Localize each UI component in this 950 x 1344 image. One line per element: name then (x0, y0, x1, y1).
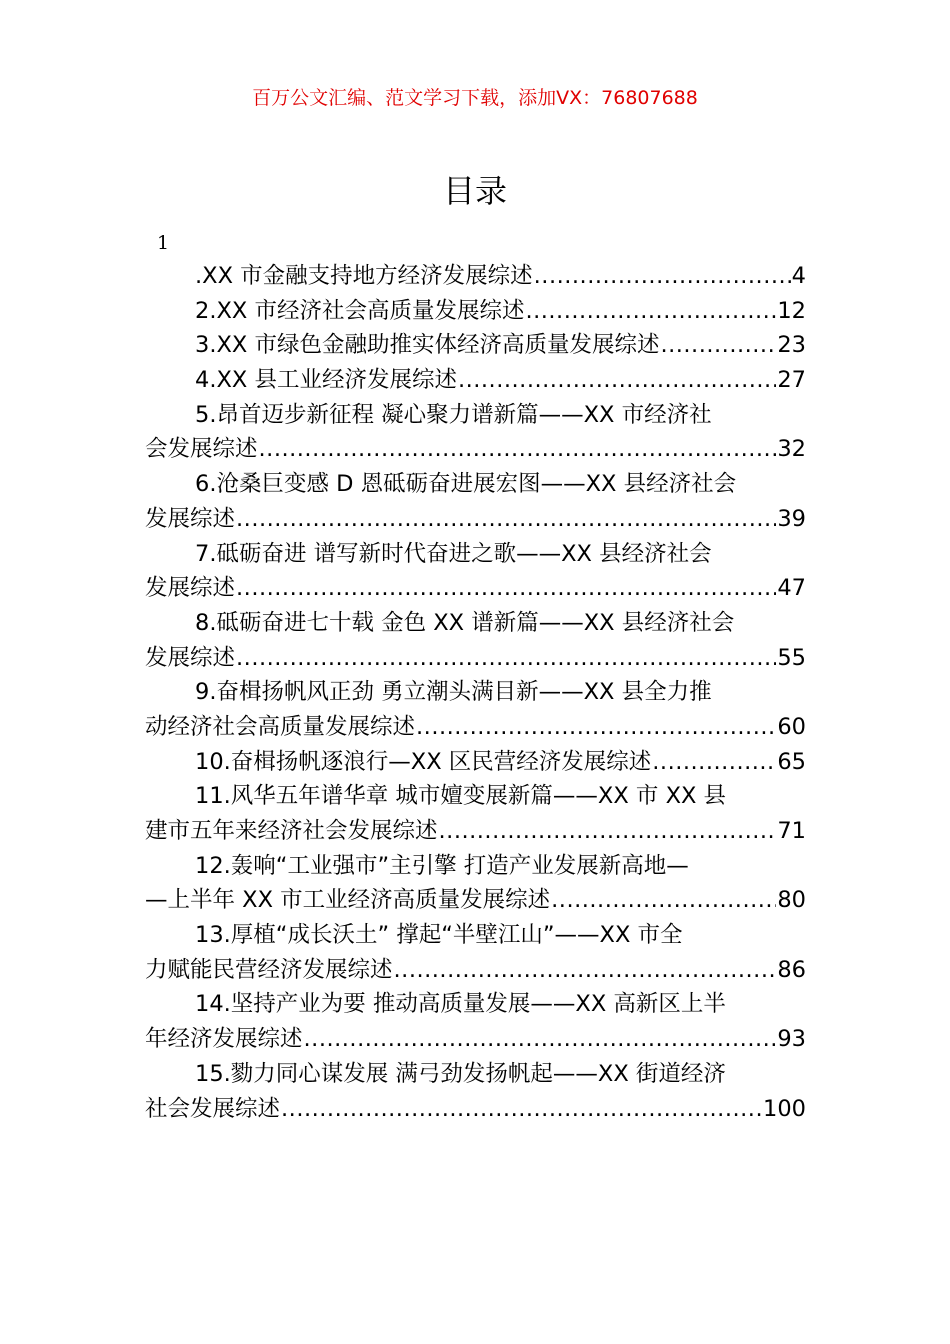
toc-entry[interactable] (145, 328, 806, 363)
dot-leader (236, 641, 776, 676)
toc-entry[interactable] (145, 606, 806, 675)
toc-entry-text: 11.风华五年谱华章 城市嬗变展新篇——XX 市 XX 县 (195, 783, 727, 810)
toc-page-number: 55 (777, 644, 806, 671)
toc-entry-continuation (145, 814, 806, 849)
toc-entry[interactable] (145, 1057, 806, 1126)
toc-page-number: 71 (777, 818, 806, 844)
toc-page-number: 39 (777, 505, 806, 532)
dot-leader (304, 1022, 777, 1057)
toc-entry-text: 会发展综述 (145, 436, 258, 463)
toc-entry-continuation (145, 953, 806, 988)
toc-page-number: 65 (777, 748, 806, 775)
toc-entry-text: 社会发展综述 (145, 1095, 281, 1122)
toc-entry-text: 14.坚持产业为要 推动高质量发展——XX 高新区上半 (195, 991, 726, 1018)
toc-entry-text: 13.厚植“成长沃土” 撑起“半壁江山”——XX 市全 (195, 922, 683, 949)
toc-entry-text: 4.XX 县工业经济发展综述 (195, 367, 457, 394)
toc-entry-text: 9.奋楫扬帆风正劲 勇立潮头满目新——XX 县全力推 (195, 679, 712, 706)
toc-entry[interactable] (145, 745, 806, 780)
toc-entry-text: .XX 市金融支持地方经济发展综述 (195, 263, 533, 289)
dot-leader (525, 294, 776, 329)
table-of-contents (145, 259, 806, 1126)
dot-leader (236, 571, 776, 606)
dot-leader (551, 883, 776, 918)
dot-leader (416, 710, 776, 745)
toc-entry-title (145, 537, 806, 572)
toc-entry-continuation (145, 883, 806, 918)
toc-entry[interactable] (145, 294, 806, 329)
dot-leader (394, 953, 777, 988)
toc-entry-continuation (145, 571, 806, 606)
toc-entry[interactable] (145, 467, 806, 536)
toc-entry[interactable] (145, 779, 806, 848)
toc-entry-text: 力赋能民营经济发展综述 (145, 956, 393, 983)
toc-page-number: 32 (777, 436, 806, 463)
toc-entry[interactable] (145, 987, 806, 1056)
toc-page-number: 80 (777, 887, 806, 914)
dot-leader (652, 745, 776, 780)
toc-entry-continuation (145, 1092, 806, 1127)
toc-title: 目录 (442, 172, 507, 210)
toc-entry-title (145, 398, 806, 433)
toc-entry-title (145, 328, 806, 363)
dot-leader (458, 363, 776, 398)
toc-entry[interactable] (145, 675, 806, 744)
toc-entry-text: 7.砥砺奋进 谱写新时代奋进之歌——XX 县经济社会 (195, 540, 712, 567)
toc-entry-title (145, 1057, 806, 1092)
dot-leader (281, 1092, 762, 1127)
toc-page-number: 93 (777, 1026, 806, 1053)
toc-entry-text: 6.沧桑巨变感 D 恩砥砺奋进展宏图——XX 县经济社会 (195, 471, 737, 498)
download-notice: 百万公文汇编、范文学习下载，添加VX：76807688 (252, 87, 698, 109)
toc-entry-title (145, 675, 806, 710)
toc-entry-continuation (145, 502, 806, 537)
toc-page-number: 47 (777, 575, 806, 602)
toc-entry-title (145, 467, 806, 502)
toc-entry-text: 3.XX 市绿色金融助推实体经济高质量发展综述 (195, 332, 660, 359)
dot-leader (660, 328, 776, 363)
toc-entry[interactable] (145, 363, 806, 398)
toc-entry-title (145, 987, 806, 1022)
toc-entry-text: 2.XX 市经济社会高质量发展综述 (195, 297, 525, 324)
toc-entry-text: 12.轰响“工业强市”主引擎 打造产业发展新高地— (195, 852, 689, 879)
toc-entry[interactable] (145, 537, 806, 606)
toc-entry-text: —上半年 XX 市工业经济高质量发展综述 (145, 887, 551, 914)
toc-page-number: 100 (763, 1095, 806, 1122)
dot-leader (439, 814, 777, 849)
toc-page-number: 23 (777, 332, 806, 359)
toc-entry-text: 发展综述 (145, 575, 236, 602)
toc-entry-continuation (145, 432, 806, 467)
toc-entry[interactable] (145, 398, 806, 467)
toc-entry-title (145, 606, 806, 641)
toc-entry-title (145, 849, 806, 884)
toc-entry-title (145, 745, 806, 780)
toc-entry-text: 5.昂首迈步新征程 凝心聚力谱新篇——XX 市经济社 (195, 401, 712, 428)
toc-entry-text: 8.砥砺奋进七十载 金色 XX 谱新篇——XX 县经济社会 (195, 609, 735, 636)
toc-entry-title (145, 363, 806, 398)
toc-entry[interactable] (145, 918, 806, 987)
toc-entry-continuation (145, 710, 806, 745)
toc-entry-continuation (145, 1022, 806, 1057)
toc-entry-text: 建市五年来经济社会发展综述 (145, 818, 438, 844)
dot-leader (534, 259, 791, 294)
toc-page-number: 12 (777, 297, 806, 324)
toc-entry-title (145, 779, 806, 814)
toc-entry-text: 动经济社会高质量发展综述 (145, 713, 416, 740)
toc-entry-title (145, 918, 806, 953)
toc-page-number: 86 (777, 956, 806, 983)
toc-entry[interactable] (145, 849, 806, 918)
toc-entry-text: 发展综述 (145, 505, 236, 532)
toc-entry-text: 发展综述 (145, 644, 236, 671)
toc-entry-title (145, 294, 806, 329)
toc-page-number: 60 (777, 713, 806, 740)
toc-entry-title (145, 259, 806, 294)
toc-entry-text: 年经济发展综述 (145, 1026, 303, 1053)
toc-page-number: 4 (791, 263, 806, 289)
toc-entry-continuation (145, 641, 806, 676)
toc-entry-text: 10.奋楫扬帆逐浪行—XX 区民营经济发展综述 (195, 748, 652, 775)
toc-entry[interactable] (145, 259, 806, 294)
toc-entry-text: 15.勠力同心谋发展 满弓劲发扬帆起——XX 街道经济 (195, 1060, 726, 1087)
dot-leader (236, 502, 776, 537)
page-marker: 1 (157, 232, 170, 254)
dot-leader (259, 432, 777, 467)
toc-page-number: 27 (777, 367, 806, 394)
